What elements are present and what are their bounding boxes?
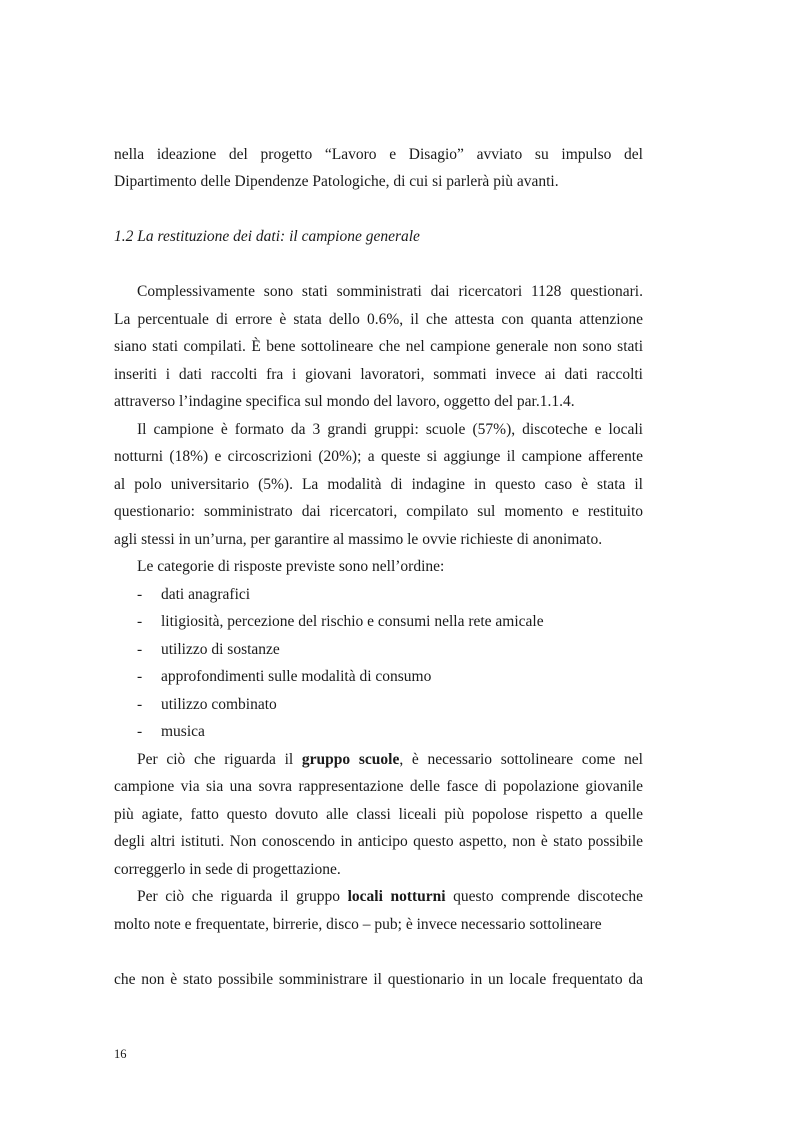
para1-line-2: La percentuale di errore è stata dello 0.6%, il che attesta con quanta attenzione [114, 311, 643, 328]
para3-text-before: Per ciò che riguarda il [137, 751, 302, 768]
intro-line-1: nella ideazione del progetto “Lavoro e Disagio” avviato su impulso del [114, 146, 643, 163]
section-heading: 1.2 La restituzione dei dati: il campione generale [114, 228, 420, 245]
list-intro: Le categorie di risposte previste sono nell’ordine: [137, 558, 445, 575]
para4-bold-term: locali notturni [347, 888, 446, 905]
list-item-text: musica [161, 723, 205, 740]
para2-line-2: notturni (18%) e circoscrizioni (20%); a queste si aggiunge il campione afferente [114, 448, 643, 465]
list-dash: - [137, 586, 143, 603]
para3-line-3: più agiate, fatto questo dovuto alle classi liceali più popolose rispetto a quelle [114, 806, 643, 823]
para1-line-5: attraverso l’indagine specifica sul mondo del lavoro, oggetto del par.1.1.4. [114, 393, 575, 410]
list-item-text: approfondimenti sulle modalità di consumo [161, 668, 432, 685]
list-item-text: dati anagrafici [161, 586, 251, 603]
list-dash: - [137, 613, 143, 630]
list-item-text: litigiosità, percezione del rischio e consumi nella rete amicale [161, 613, 544, 630]
para3-line-1 [137, 750, 643, 770]
list-item-text: utilizzo di sostanze [161, 641, 280, 658]
intro-line-2: Dipartimento delle Dipendenze Patologiche, di cui si parlerà più avanti. [114, 173, 559, 190]
para1-line-1: Complessivamente sono stati somministrati dai ricercatori 1128 questionari. [137, 283, 643, 300]
list-dash: - [137, 723, 143, 740]
para3-line-4: degli altri istituti. Non conoscendo in anticipo questo aspetto, non è stato possibile [114, 833, 643, 850]
list-item-text: utilizzo combinato [161, 696, 277, 713]
para1-line-3: siano stati compilati. È bene sottolineare che nel campione generale non sono stati [114, 338, 643, 355]
document-page [114, 0, 643, 1123]
para3-text-after: , è necessario sottolineare come nel [399, 751, 643, 768]
para4-line-2: molto note e frequentate, birrerie, disco – pub; è invece necessario sottolineare [114, 916, 602, 933]
para4-text-after: questo comprende discoteche [445, 888, 643, 905]
list-dash: - [137, 696, 143, 713]
para3-line-2: campione via sia una sovra rappresentazione delle fasce di popolazione giovanile [114, 778, 643, 795]
para4-text-before: Per ciò che riguarda il gruppo [137, 888, 348, 905]
para2-line-1: Il campione è formato da 3 grandi gruppi: scuole (57%), discoteche e locali [137, 421, 643, 438]
continuation-line: che non è stato possibile somministrare il questionario in un locale frequentato da [114, 971, 643, 988]
para3-bold-term: gruppo scuole [301, 751, 400, 768]
para1-line-4: inseriti i dati raccolti fra i giovani lavoratori, sommati invece ai dati raccolti [114, 366, 643, 383]
list-dash: - [137, 641, 143, 658]
page-number: 16 [114, 1047, 127, 1061]
para2-line-3: al polo universitario (5%). La modalità di indagine in questo caso è stata il [114, 476, 643, 493]
para3-line-5: correggerlo in sede di progettazione. [114, 861, 341, 878]
para2-line-5: agli stessi in un’urna, per garantire al massimo le ovvie richieste di anonimato. [114, 531, 603, 548]
para2-line-4: questionario: somministrato dai ricercatori, compilato sul momento e restituito [114, 503, 643, 520]
para4-line-1 [137, 887, 643, 907]
list-dash: - [137, 668, 143, 685]
